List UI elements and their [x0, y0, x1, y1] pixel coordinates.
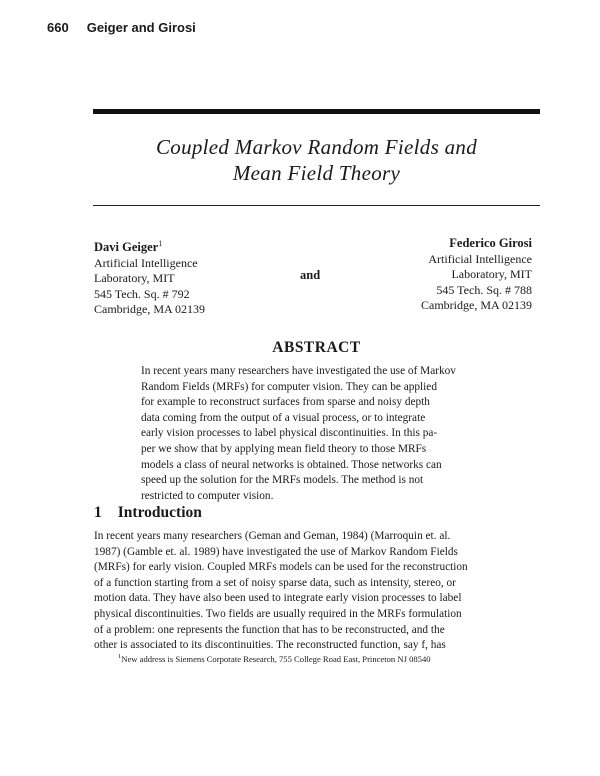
running-title: Geiger and Girosi	[86, 20, 196, 35]
body-line: of a function starting from a set of noisy sparse data, such as intensity, stereo, or	[94, 576, 456, 589]
body-line: of a problem: one represents the function that has to be reconstructed, and the	[94, 623, 445, 636]
abstract-text	[141, 364, 508, 504]
section-title: Introduction	[117, 504, 202, 521]
author-affiliation: Artificial Intelligence	[94, 255, 198, 270]
abstract-heading: ABSTRACT	[272, 339, 361, 356]
body-line: (MRFs) for early vision. Coupled MRFs models can be used for the reconstruction	[94, 561, 468, 574]
footnote-text: New address is Siemens Corporate Research, 755 College Road East, Princeton NJ 08540	[121, 653, 431, 664]
body-line: other is associated to its discontinuities. The reconstructed function, say f, has	[94, 639, 446, 652]
footnote	[118, 653, 431, 664]
introduction-text	[94, 529, 544, 654]
footnote-mark: 1	[158, 239, 163, 248]
author-conjunction: and	[300, 268, 321, 282]
abstract-line: speed up the solution for the MRFs models. The method is not	[141, 474, 424, 487]
author-affiliation: Artificial Intelligence	[428, 251, 532, 266]
abstract-line: In recent years many researchers have investigated the use of Markov	[141, 365, 456, 377]
author-name: Federico Girosi	[449, 236, 532, 250]
abstract-line: models a class of neural networks is obtained. Those networks can	[141, 458, 442, 471]
abstract-line: per we show that by applying mean field theory to those MRFs	[141, 442, 427, 455]
section-heading	[94, 504, 202, 522]
abstract-line: data coming from the output of a visual process, or to integrate	[141, 411, 426, 424]
paper-title	[93, 134, 540, 186]
body-line: motion data. They have also been used to integrate early vision processes to label	[94, 592, 462, 605]
author-address: 545 Tech. Sq. # 792	[94, 286, 190, 301]
abstract-line: for example to reconstruct surfaces from sparse and noisy depth	[141, 396, 430, 409]
title-rule-top	[93, 109, 540, 114]
page-number: 660	[47, 20, 69, 35]
title-rule-bottom	[93, 205, 540, 206]
body-line: physical discontinuities. Two fields are usually required in the MRFs formulation	[94, 607, 462, 620]
body-line: 1987) (Gamble et. al. 1989) have investigated the use of Markov Random Fields	[94, 545, 458, 558]
author-block-right	[421, 236, 532, 314]
section-number: 1	[94, 504, 102, 521]
abstract-line: restricted to computer vision.	[141, 489, 274, 502]
author-address: Cambridge, MA 02139	[421, 298, 532, 312]
author-block-left	[94, 236, 205, 318]
running-head	[47, 20, 196, 35]
author-address: 545 Tech. Sq. # 788	[436, 282, 532, 297]
author-address: Cambridge, MA 02139	[94, 302, 205, 316]
abstract-line: Random Fields (MRFs) for computer vision. They can be applied	[141, 380, 437, 393]
abstract-line: early vision processes to label physical discontinuities. In this pa-	[141, 427, 438, 440]
author-affiliation: Laboratory, MIT	[451, 267, 532, 281]
author-affiliation: Laboratory, MIT	[94, 271, 175, 285]
author-name: Davi Geiger	[94, 240, 159, 254]
body-line: In recent years many researchers (Geman and Geman, 1984) (Marroquin et. al.	[94, 530, 451, 542]
title-line-2: Mean Field Theory	[232, 161, 401, 185]
footnote-mark: 1	[118, 653, 122, 660]
title-line-1: Coupled Markov Random Fields and	[155, 135, 478, 159]
